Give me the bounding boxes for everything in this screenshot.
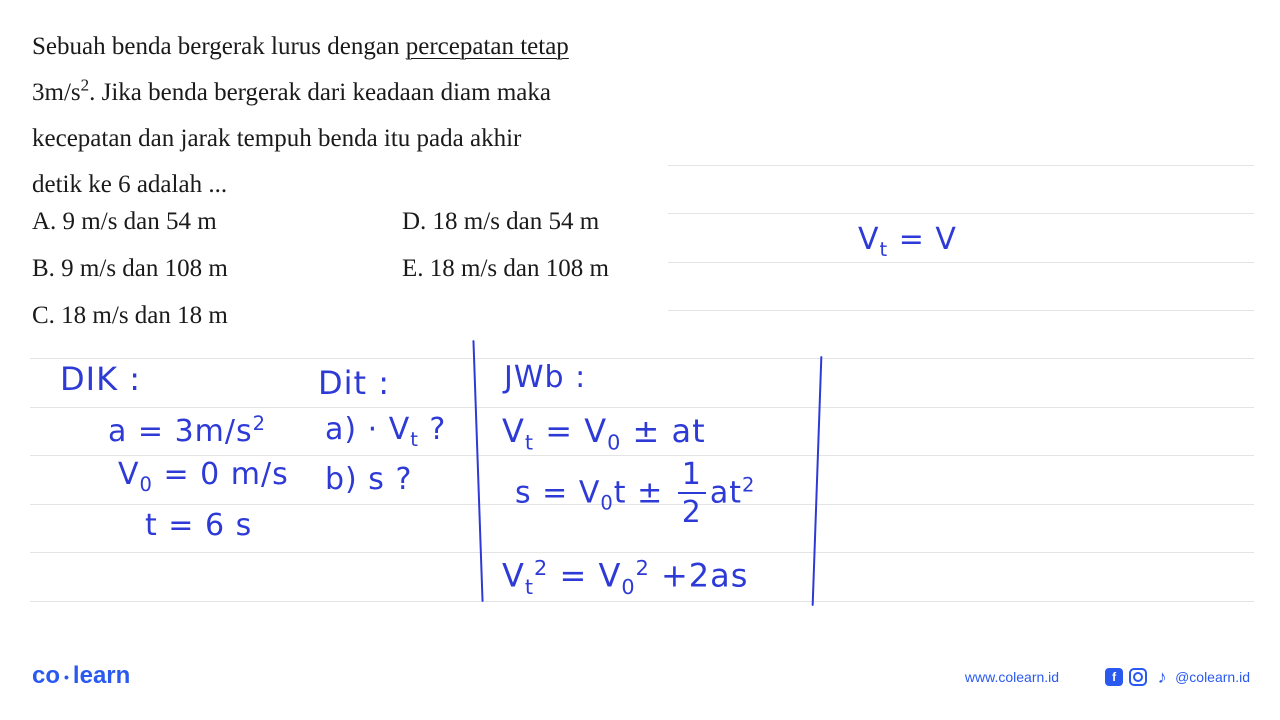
- question-line-3: kecepatan dan jarak tempuh benda itu pada akhir: [32, 125, 522, 152]
- question-line-2: [32, 70, 692, 116]
- dik-a-text: a = 3m/s: [108, 414, 253, 449]
- ruled-line: [30, 455, 1254, 456]
- option-d[interactable]: D. 18 m/s dan 54 m: [402, 208, 600, 235]
- ruled-line: [668, 165, 1254, 166]
- dit-a: [325, 412, 446, 451]
- jwb-eq-velocity-squared: [502, 556, 748, 599]
- dit-b: b) s ?: [325, 462, 413, 497]
- jwb-eq-velocity: [502, 412, 706, 454]
- website-link[interactable]: www.colearn.id: [964, 669, 1060, 685]
- eq2-post: at: [709, 475, 743, 511]
- dik-v0-rest: = 0 m/s: [152, 457, 289, 492]
- logo-co: co: [32, 662, 61, 689]
- eq1-rest: ± at: [621, 412, 706, 450]
- note-rest: = V: [888, 222, 957, 257]
- question-line-1: [32, 24, 692, 70]
- eq3-sub2: 0: [621, 575, 636, 600]
- question-text: [32, 24, 692, 208]
- ruled-line: [30, 358, 1254, 359]
- jwb-title: JWb :: [504, 360, 587, 395]
- dit-a-rest: ?: [418, 412, 447, 447]
- option-a[interactable]: A. 9 m/s dan 54 m: [32, 208, 217, 235]
- underlined-phrase: percepatan tetap: [405, 33, 569, 60]
- eq1-sub2: 0: [607, 430, 622, 455]
- eq3-sup2: 2: [635, 556, 650, 580]
- fraction-numerator: 1: [678, 460, 706, 494]
- question-line-1-start: Sebuah benda bergerak lurus dengan: [32, 33, 406, 60]
- logo-learn: learn: [72, 662, 131, 689]
- option-b[interactable]: B. 9 m/s dan 108 m: [32, 255, 228, 282]
- eq2-sub: 0: [600, 491, 614, 515]
- question-line-4: detik ke 6 adalah ...: [32, 171, 228, 198]
- colearn-logo[interactable]: [32, 662, 130, 690]
- left-bracket-line: [472, 340, 483, 602]
- eq1-v: V: [502, 412, 525, 450]
- fraction-denominator: 2: [681, 495, 702, 530]
- eq2-sup: 2: [742, 473, 756, 497]
- eq3-sup: 2: [534, 556, 549, 580]
- ruled-line: [668, 213, 1254, 214]
- dik-v0-v: V: [118, 457, 140, 492]
- logo-dot: •: [64, 668, 69, 685]
- ruled-line: [30, 552, 1254, 553]
- ruled-line: [668, 262, 1254, 263]
- exponent: 2: [80, 75, 90, 95]
- dit-a-pre: a) · V: [325, 412, 411, 447]
- dik-a-sup: 2: [252, 412, 267, 435]
- dit-a-sub: t: [410, 428, 419, 451]
- eq2-rest: t ±: [613, 475, 674, 511]
- dik-acceleration: [108, 412, 266, 449]
- dik-initial-velocity: [118, 457, 289, 496]
- social-handle[interactable]: @colearn.id: [1175, 669, 1250, 685]
- footer-links: [965, 668, 1250, 686]
- tiktok-icon[interactable]: ♪: [1157, 666, 1167, 687]
- fraction-half: [678, 457, 706, 530]
- eq3-rest: +2as: [649, 556, 749, 595]
- ruled-line: [668, 310, 1254, 311]
- option-e[interactable]: E. 18 m/s dan 108 m: [402, 255, 609, 282]
- note-vt-equals-v: [858, 222, 957, 261]
- note-v: V: [858, 222, 880, 257]
- ruled-line: [30, 601, 1254, 602]
- eq2-pre: s = V: [515, 475, 601, 511]
- acceleration-value: 3m/s: [32, 79, 81, 106]
- eq3-sub: t: [524, 575, 535, 600]
- dik-time: t = 6 s: [145, 508, 253, 543]
- eq3-v: V: [502, 556, 525, 595]
- dik-title: DIK :: [60, 360, 142, 398]
- jwb-eq-distance: [515, 457, 756, 530]
- eq1-sub: t: [524, 430, 535, 455]
- ruled-line: [30, 407, 1254, 408]
- dik-v0-sub: 0: [139, 473, 153, 496]
- option-c[interactable]: C. 18 m/s dan 18 m: [32, 302, 228, 329]
- instagram-icon[interactable]: [1129, 668, 1147, 686]
- dit-title: Dit :: [318, 364, 391, 402]
- question-line-2-rest: . Jika benda bergerak dari keadaan diam maka: [89, 79, 551, 106]
- note-sub: t: [879, 238, 889, 261]
- eq3-mid: = V: [548, 556, 622, 595]
- facebook-icon[interactable]: f: [1105, 668, 1123, 686]
- right-bracket-line: [812, 356, 823, 606]
- eq1-mid: = V: [534, 412, 608, 450]
